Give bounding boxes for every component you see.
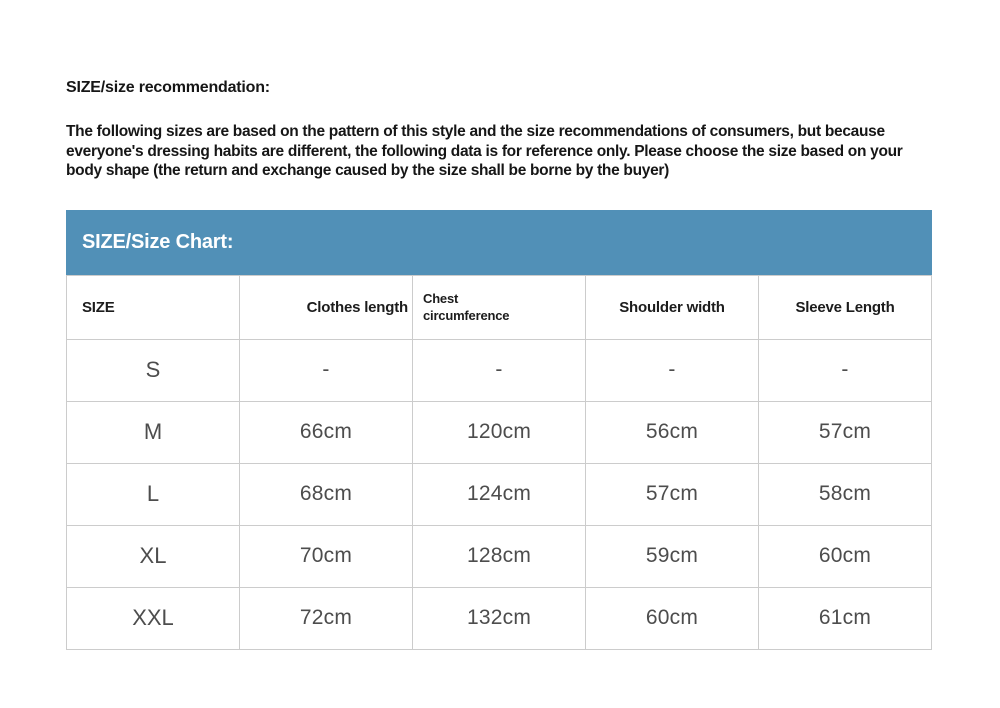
cell-sleeve-length: - — [759, 339, 932, 401]
cell-shoulder-width: 57cm — [586, 463, 759, 525]
cell-size-label: M — [67, 401, 240, 463]
cell-clothes-length: 66cm — [240, 401, 413, 463]
column-header-clothes-length: Clothes length — [240, 275, 413, 339]
cell-chest-circumference: 132cm — [413, 587, 586, 649]
cell-clothes-length: 68cm — [240, 463, 413, 525]
table-row-s — [67, 339, 932, 401]
cell-size-label: XL — [67, 525, 240, 587]
cell-clothes-length: 72cm — [240, 587, 413, 649]
cell-shoulder-width: 59cm — [586, 525, 759, 587]
cell-sleeve-length: 58cm — [759, 463, 932, 525]
cell-chest-circumference: 128cm — [413, 525, 586, 587]
table-row-xxl — [67, 587, 932, 649]
cell-chest-circumference: 124cm — [413, 463, 586, 525]
cell-sleeve-length: 60cm — [759, 525, 932, 587]
size-chart-table — [66, 275, 932, 650]
size-recommendation-section — [66, 0, 934, 650]
size-chart-banner-title: SIZE/Size Chart: — [82, 230, 234, 253]
cell-shoulder-width: 56cm — [586, 401, 759, 463]
cell-sleeve-length: 61cm — [759, 587, 932, 649]
cell-shoulder-width: - — [586, 339, 759, 401]
column-header-chest-circumference-label: Chest circumference — [423, 290, 510, 324]
cell-chest-circumference: - — [413, 339, 586, 401]
size-recommendation-paragraph: The following sizes are based on the pattern of this style and the size recommendations of consumers, but because everyone's dressing habits are different, the following data is for reference only. Please choose the size based on your body shape (the return and exchange caused by the size shall be borne by the buyer) — [66, 123, 903, 180]
column-header-sleeve-length: Sleeve Length — [759, 275, 932, 339]
cell-clothes-length: 70cm — [240, 525, 413, 587]
size-chart-banner — [66, 210, 932, 275]
column-header-shoulder-width: Shoulder width — [586, 275, 759, 339]
cell-size-label: S — [67, 339, 240, 401]
cell-size-label: XXL — [67, 587, 240, 649]
column-header-chest-circumference — [413, 275, 586, 339]
cell-shoulder-width: 60cm — [586, 587, 759, 649]
cell-clothes-length: - — [240, 339, 413, 401]
cell-sleeve-length: 57cm — [759, 401, 932, 463]
table-row-m — [67, 401, 932, 463]
table-row-l — [67, 463, 932, 525]
table-header-row — [67, 275, 932, 339]
cell-size-label: L — [67, 463, 240, 525]
cell-chest-circumference: 120cm — [413, 401, 586, 463]
size-recommendation-heading: SIZE/size recommendation: — [66, 79, 270, 96]
column-header-size: SIZE — [67, 275, 240, 339]
table-row-xl — [67, 525, 932, 587]
